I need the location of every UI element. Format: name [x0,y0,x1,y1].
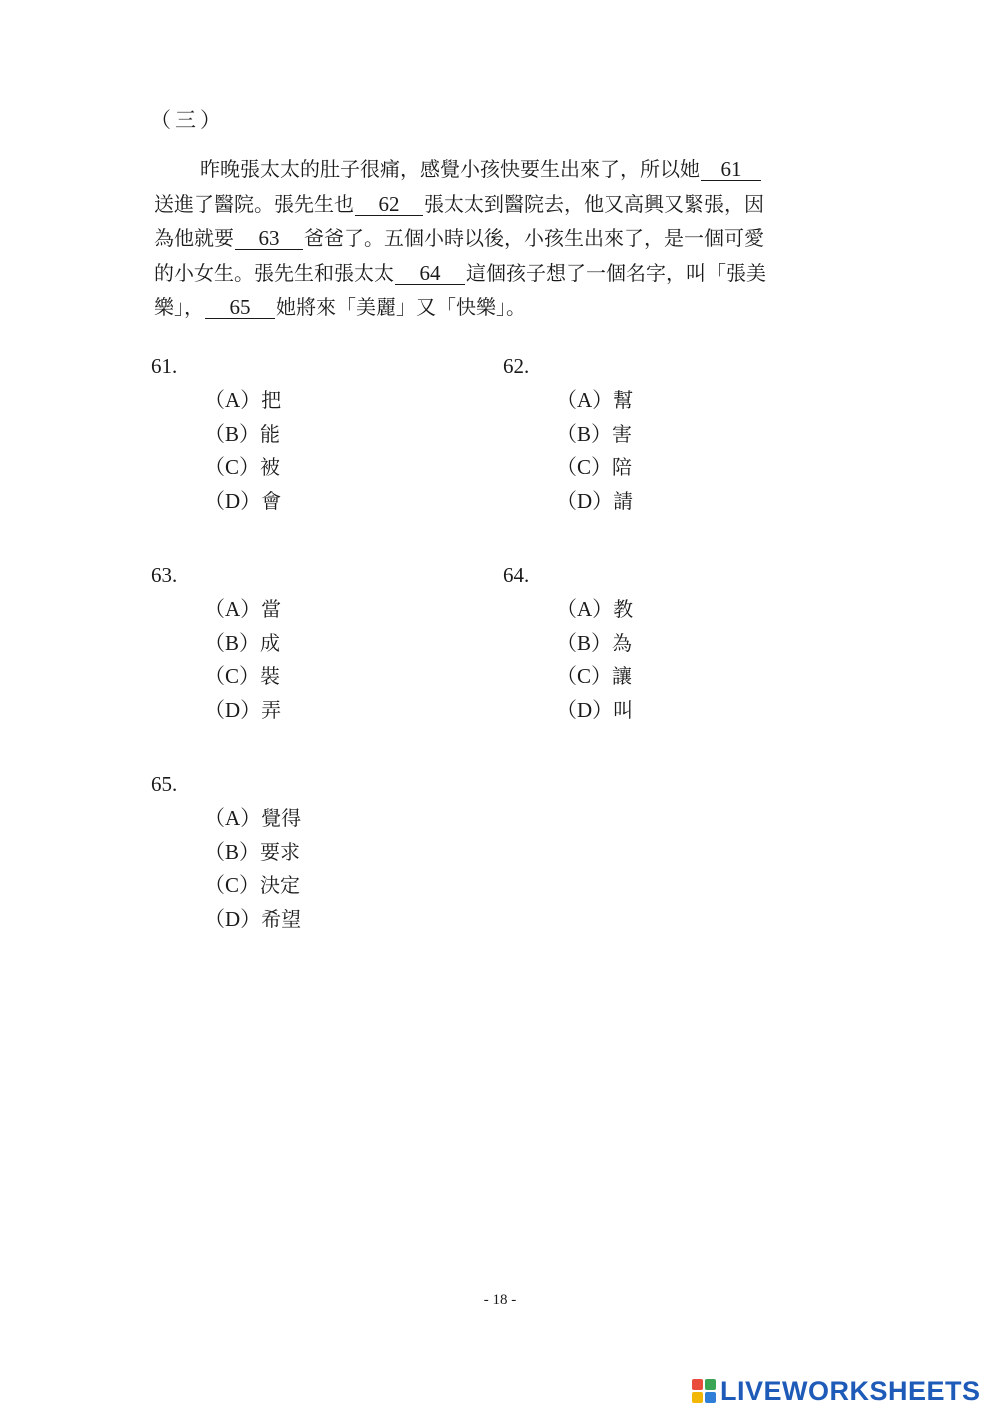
blank-61[interactable]: 61 [701,158,761,181]
passage-text: 送進了醫院。張先生也 [154,191,354,216]
option-64-a[interactable] [556,593,633,627]
passage-text: 昨晚張太太的肚子很痛，感覺小孩快要生出來了，所以她 [200,157,700,181]
option-text: 希望 [261,906,302,931]
question-number-63: 63. [151,563,178,587]
option-letter: （D） [556,697,614,722]
passage-line-3 [154,221,854,256]
option-letter: （D） [204,488,262,513]
option-letter: （C） [556,455,613,479]
page-number: - 18 - [483,1292,517,1308]
option-text: 被 [260,455,281,479]
option-letter: （C） [204,664,261,688]
logo-square [705,1392,716,1403]
passage-text: 她將來「美麗」又「快樂」。 [276,295,526,319]
blank-62[interactable]: 62 [355,193,423,216]
passage-line-4 [154,256,854,291]
option-65-c[interactable] [204,869,301,903]
option-letter: （A） [204,388,262,412]
logo-square [692,1379,703,1390]
option-letter: （B） [204,421,261,446]
option-letter: （A） [204,597,262,621]
passage-line-5 [154,290,854,325]
option-62-c[interactable] [556,451,633,485]
option-letter: （C） [204,873,261,897]
option-letter: （B） [556,421,613,446]
option-64-b[interactable] [556,627,633,661]
passage-text: 爸爸了。五個小時以後，小孩生出來了，是一個可愛 [304,226,764,250]
option-letter: （D） [556,488,614,513]
question-number-62: 62. [503,354,530,378]
liveworksheets-logo[interactable] [692,1374,992,1408]
blank-64[interactable]: 64 [395,262,465,285]
option-text: 為 [612,630,633,655]
option-64-c[interactable] [556,660,633,694]
passage-line-1 [154,152,854,187]
option-61-d[interactable] [204,485,281,519]
options-62 [556,384,633,518]
option-text: 成 [260,630,281,655]
passage-line-2 [154,187,854,222]
option-letter: （D） [204,906,262,931]
option-letter: （A） [204,806,262,830]
passage-text: 的小女生。張先生和張太太 [154,260,394,285]
options-63 [204,593,281,727]
option-61-a[interactable] [204,384,281,418]
option-text: 讓 [612,664,633,688]
option-letter: （B） [556,630,613,655]
option-text: 幫 [613,388,634,412]
passage [154,152,854,325]
passage-text: 這個孩子想了一個名字，叫「張美 [466,260,766,285]
option-text: 把 [261,388,282,412]
option-text: 能 [260,421,281,446]
option-64-d[interactable] [556,694,633,728]
option-65-b[interactable] [204,836,301,870]
option-text: 弄 [261,697,282,722]
option-63-d[interactable] [204,694,281,728]
option-63-a[interactable] [204,593,281,627]
option-text: 陪 [612,455,633,479]
option-text: 決定 [260,873,301,897]
option-text: 請 [613,488,634,513]
option-letter: （A） [556,597,614,621]
logo-square [692,1392,703,1403]
option-text: 害 [612,421,633,446]
option-63-c[interactable] [204,660,281,694]
option-62-b[interactable] [556,418,633,452]
option-61-c[interactable] [204,451,281,485]
option-text: 叫 [613,697,634,722]
option-text: 會 [261,488,282,513]
option-63-b[interactable] [204,627,281,661]
option-letter: （B） [204,839,261,864]
option-text: 要求 [260,839,301,864]
logo-grid-icon [692,1379,716,1403]
option-letter: （D） [204,697,262,722]
option-62-d[interactable] [556,485,633,519]
passage-text: 張太太到醫院去，他又高興又緊張，因 [424,191,764,216]
logo-square [705,1379,716,1390]
passage-text: 樂」， [154,295,204,319]
option-text: 裝 [260,664,281,688]
option-letter: （C） [556,664,613,688]
blank-65[interactable]: 65 [205,296,275,319]
option-62-a[interactable] [556,384,633,418]
options-61 [204,384,281,518]
option-letter: （A） [556,388,614,412]
option-65-a[interactable] [204,802,301,836]
option-text: 當 [261,597,282,621]
question-number-64: 64. [503,563,530,587]
options-64 [556,593,633,727]
question-number-65: 65. [151,772,178,796]
section-label: （三） [150,108,225,132]
question-number-61: 61. [151,354,178,378]
option-text: 教 [613,597,634,621]
option-65-d[interactable] [204,903,301,937]
brand-name: LIVEWORKSHEETS [720,1375,981,1406]
blank-63[interactable]: 63 [235,227,303,250]
passage-text: 為他就要 [154,226,234,250]
option-text: 覺得 [261,806,302,830]
option-61-b[interactable] [204,418,281,452]
options-65 [204,802,301,936]
option-letter: （C） [204,455,261,479]
option-letter: （B） [204,630,261,655]
